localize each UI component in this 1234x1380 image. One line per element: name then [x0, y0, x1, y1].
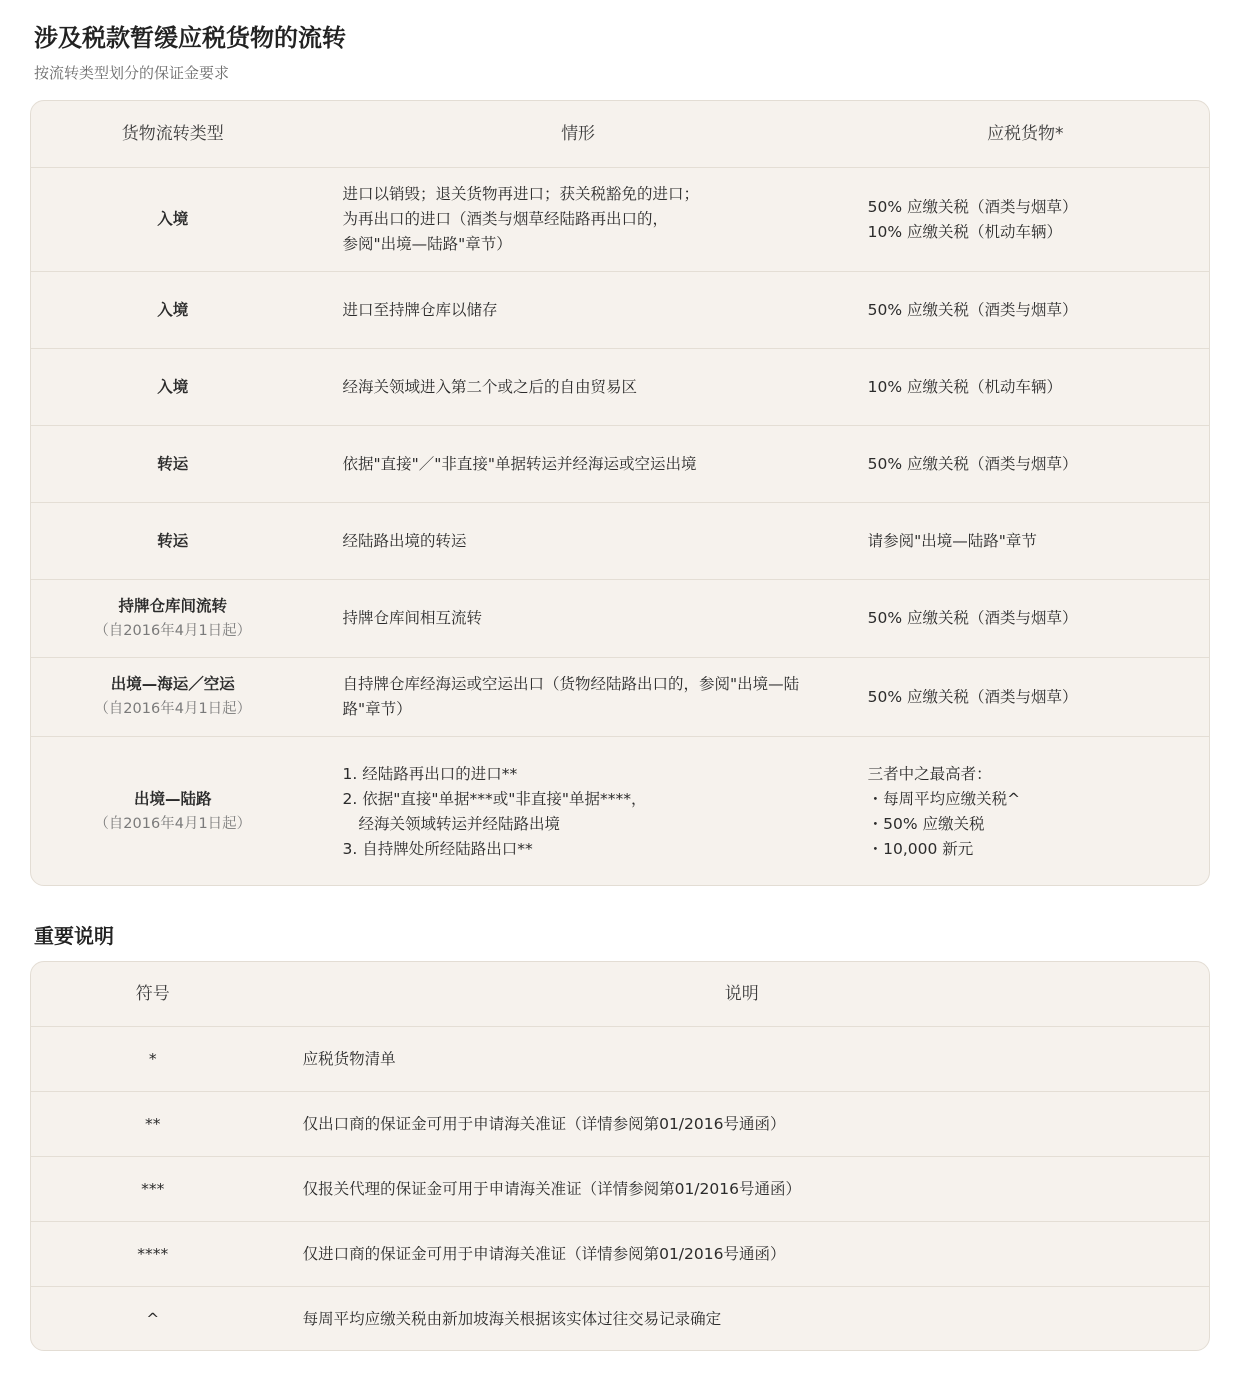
row-situation [314, 762, 841, 862]
note-description: 仅报关代理的保证金可用于申请海关准证（详情参阅第01/2016号通函） [302, 1179, 801, 1198]
situation-line: 进口以销毁；退关货物再进口；获关税豁免的进口； [342, 185, 699, 203]
row-goods [842, 762, 1209, 862]
goods-line: ・10,000 新元 [867, 840, 974, 858]
notes-table [30, 961, 1210, 1351]
goods-line: ・每周平均应缴关税^ [867, 790, 1021, 808]
row-situation [314, 606, 841, 631]
situation-line: 参阅"出境—陆路"章节） [342, 235, 512, 253]
note-symbol: * [148, 1049, 157, 1068]
type-label: 转运 [157, 454, 189, 473]
note-description: 应税货物清单 [302, 1049, 396, 1068]
type-label: 出境—陆路 [133, 790, 212, 808]
table-row [31, 736, 1209, 886]
table-row [31, 1091, 1209, 1156]
table-row [31, 1221, 1209, 1286]
page-subtitle: 按流转类型划分的保证金要求 [34, 64, 230, 82]
row-goods [842, 529, 1209, 554]
row-situation [314, 182, 841, 257]
row-type [31, 672, 314, 722]
type-note: （自2016年4月1日起） [94, 816, 252, 832]
row-type [31, 529, 314, 554]
row-goods [842, 298, 1209, 323]
goods-line: 50% 应缴关税（酒类与烟草） [867, 300, 1078, 319]
situation-line: 自持牌仓库经海运或空运出口（货物经陆路出口的，参阅"出境—陆 [342, 675, 800, 693]
header-type: 货物流转类型 [121, 123, 224, 144]
note-symbol: ** [145, 1114, 161, 1133]
goods-line: ・50% 应缴关税 [867, 815, 985, 833]
row-type [31, 375, 314, 400]
row-goods [842, 195, 1209, 245]
type-label: 持牌仓库间流转 [118, 596, 227, 615]
situation-line: 依据"直接"／"非直接"单据转运并经海运或空运出境 [342, 454, 697, 473]
type-label: 入境 [157, 300, 189, 319]
goods-line: 请参阅"出境—陆路"章节 [867, 531, 1037, 550]
note-description: 仅进口商的保证金可用于申请海关准证（详情参阅第01/2016号通函） [302, 1244, 786, 1263]
situation-line: 经海关领域转运并经陆路出境 [358, 815, 560, 833]
type-label: 入境 [157, 210, 189, 228]
header-goods: 应税货物* [987, 123, 1064, 144]
table-row [31, 271, 1209, 348]
type-label: 入境 [157, 377, 189, 396]
row-type [31, 787, 314, 837]
note-symbol: ^ [146, 1309, 160, 1328]
situation-line: 经海关领域进入第二个或之后的自由贸易区 [342, 377, 637, 396]
row-goods [842, 606, 1209, 631]
row-situation [314, 529, 841, 554]
row-situation [314, 672, 841, 722]
note-description: 每周平均应缴关税由新加坡海关根据该实体过往交易记录确定 [302, 1309, 722, 1328]
row-situation [314, 452, 841, 477]
table-row [31, 425, 1209, 502]
table-row [31, 1156, 1209, 1221]
main-table-header [31, 101, 1209, 167]
row-goods [842, 452, 1209, 477]
type-label: 转运 [157, 531, 189, 550]
goods-line: 三者中之最高者： [867, 765, 992, 783]
goods-line: 10% 应缴关税（机动车辆） [867, 222, 1063, 241]
row-goods [842, 685, 1209, 710]
goods-line: 50% 应缴关税（酒类与烟草） [867, 197, 1078, 216]
header-situation: 情形 [561, 123, 596, 144]
notes-table-header [31, 962, 1209, 1026]
situation-line: 2. 依据"直接"单据***或"非直接"单据****， [342, 790, 647, 808]
type-note: （自2016年4月1日起） [94, 701, 252, 717]
goods-line: 50% 应缴关税（酒类与烟草） [867, 454, 1078, 473]
goods-line: 10% 应缴关税（机动车辆） [867, 377, 1063, 396]
row-type [31, 594, 314, 644]
table-row [31, 579, 1209, 657]
goods-line: 50% 应缴关税（酒类与烟草） [867, 687, 1078, 706]
situation-line: 进口至持牌仓库以储存 [342, 300, 498, 319]
header-description: 说明 [724, 983, 759, 1004]
table-row [31, 1026, 1209, 1091]
situation-line: 经陆路出境的转运 [342, 531, 467, 550]
page-title: 涉及税款暂缓应税货物的流转 [34, 24, 346, 52]
note-symbol: **** [137, 1244, 169, 1263]
row-type [31, 452, 314, 477]
table-row [31, 167, 1209, 271]
header-symbol: 符号 [135, 983, 170, 1004]
note-symbol: *** [141, 1179, 165, 1198]
situation-line: 持牌仓库间相互流转 [342, 609, 482, 627]
type-label: 出境—海运／空运 [110, 675, 235, 693]
row-situation [314, 375, 841, 400]
goods-line: 50% 应缴关税（酒类与烟草） [867, 609, 1078, 627]
situation-line: 为再出口的进口（酒类与烟草经陆路再出口的， [342, 210, 668, 228]
note-description: 仅出口商的保证金可用于申请海关准证（详情参阅第01/2016号通函） [302, 1114, 786, 1133]
table-row [31, 657, 1209, 736]
main-table [30, 100, 1210, 886]
table-row [31, 502, 1209, 579]
notes-heading: 重要说明 [34, 924, 114, 948]
row-goods [842, 375, 1209, 400]
situation-line: 路"章节） [342, 700, 412, 718]
row-situation [314, 298, 841, 323]
situation-line: 3. 自持牌处所经陆路出口** [342, 840, 533, 858]
table-row [31, 1286, 1209, 1351]
situation-line: 1. 经陆路再出口的进口** [342, 765, 518, 783]
row-type [31, 298, 314, 323]
row-type [31, 207, 314, 232]
type-note: （自2016年4月1日起） [94, 622, 252, 639]
table-row [31, 348, 1209, 425]
